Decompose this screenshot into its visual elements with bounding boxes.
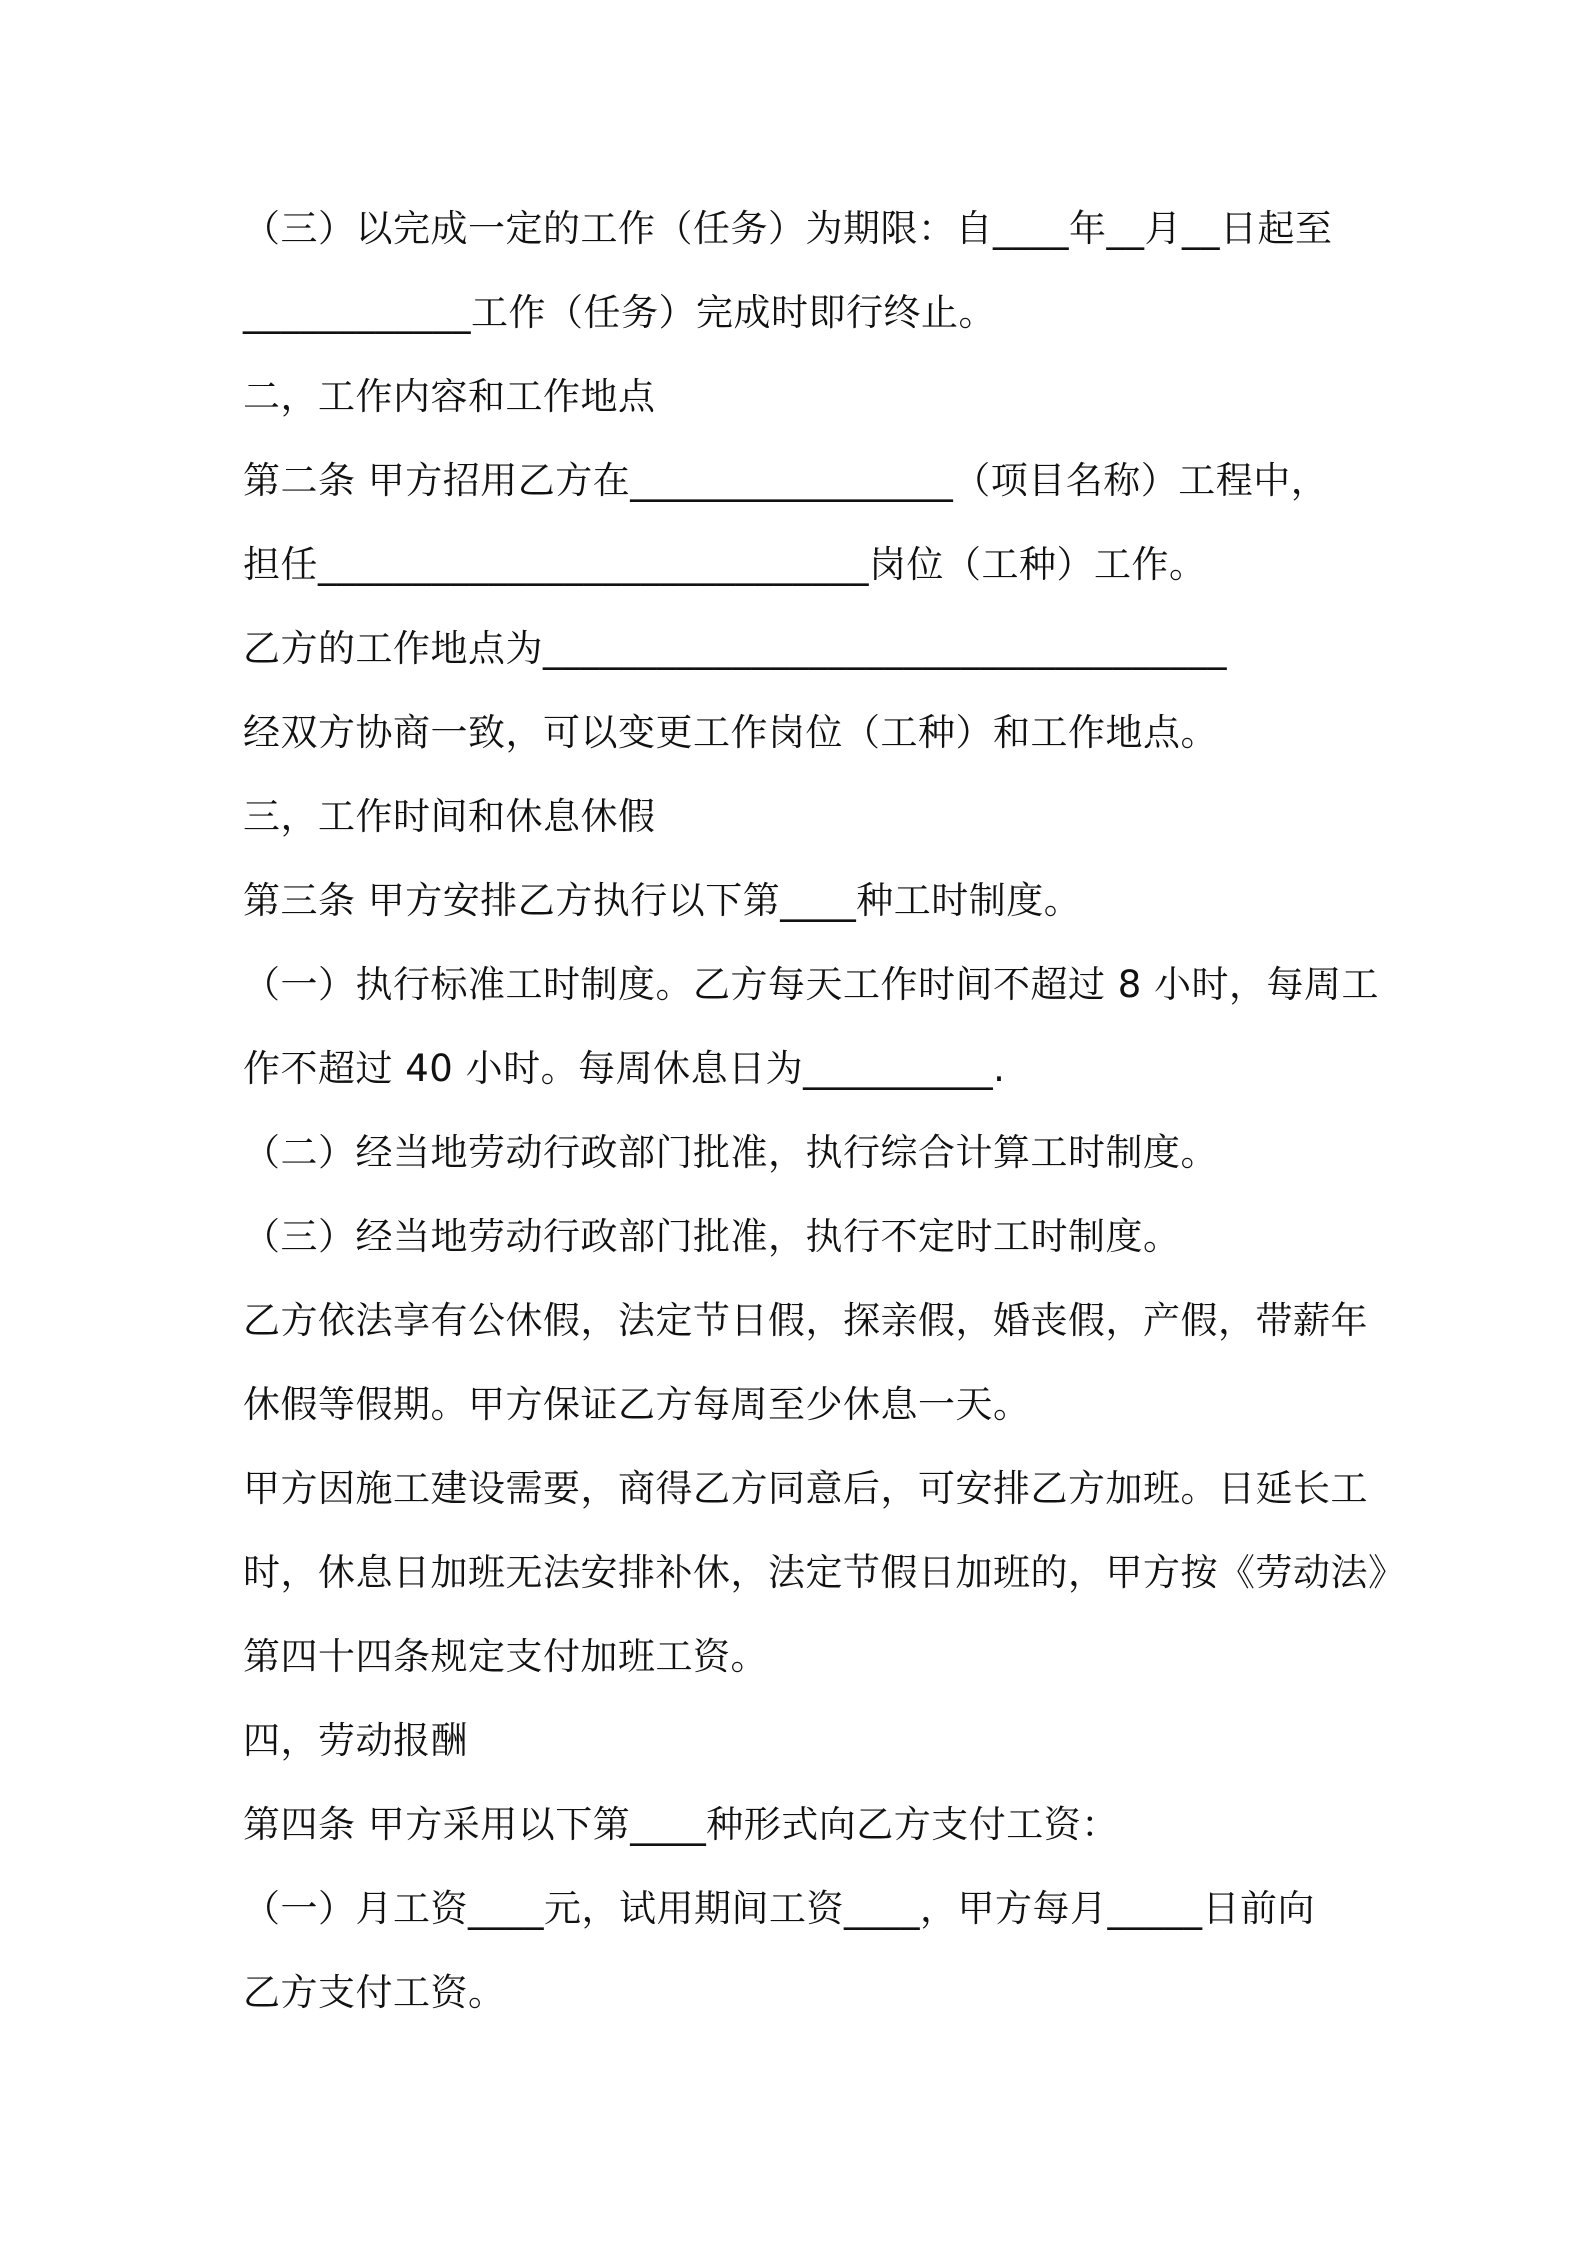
leave-entitlement: 乙方依法享有公休假，法定节日假，探亲假，婚丧假，产假，带薪年 [243,1299,1368,1342]
section-heading-working-hours: 三，工作时间和休息休假 [243,795,656,838]
hours-option-1: （一）执行标准工时制度。乙方每天工作时间不超过 8 小时，每周工 [243,963,1380,1006]
hours-option-3: （三）经当地劳动行政部门批准，执行不定时工时制度。 [243,1215,1181,1258]
hours-option-2: （二）经当地劳动行政部门批准，执行综合计算工时制度。 [243,1131,1218,1174]
article-4: 第四条 甲方采用以下第____种形式向乙方支付工资： [243,1803,1119,1846]
article-2-cont: 担任_____________________________岗位（工种）工作。 [243,543,1207,586]
work-change-note: 经双方协商一致，可以变更工作岗位（工种）和工作地点。 [243,711,1218,754]
overtime-clause: 甲方因施工建设需要，商得乙方同意后，可安排乙方加班。日延长工 [243,1467,1368,1510]
section-heading-remuneration: 四，劳动报酬 [243,1719,468,1762]
article-3: 第三条 甲方安排乙方执行以下第____种工时制度。 [243,879,1082,922]
section-heading-work-content: 二，工作内容和工作地点 [243,375,656,418]
leave-entitlement-cont: 休假等假期。甲方保证乙方每周至少休息一天。 [243,1383,1031,1426]
overtime-clause-cont: 时，休息日加班无法安排补休，法定节假日加班的，甲方按《劳动法》 [243,1551,1406,1594]
work-location: 乙方的工作地点为____________________________________ [243,627,1227,670]
overtime-clause-end: 第四十四条规定支付加班工资。 [243,1635,768,1678]
article-2: 第二条 甲方招用乙方在_________________（项目名称）工程中， [243,459,1329,502]
clause-term-option-3: （三）以完成一定的工作（任务）为期限：自____年__月__日起至 [243,207,1333,250]
hours-option-1-cont: 作不超过 40 小时。每周休息日为__________. [243,1047,1006,1090]
wage-option-1: （一）月工资____元，试用期间工资____，甲方每月_____日前向 [243,1887,1315,1930]
wage-option-1-cont: 乙方支付工资。 [243,1971,506,2014]
clause-term-option-3-cont: ____________工作（任务）完成时即行终止。 [243,291,996,334]
